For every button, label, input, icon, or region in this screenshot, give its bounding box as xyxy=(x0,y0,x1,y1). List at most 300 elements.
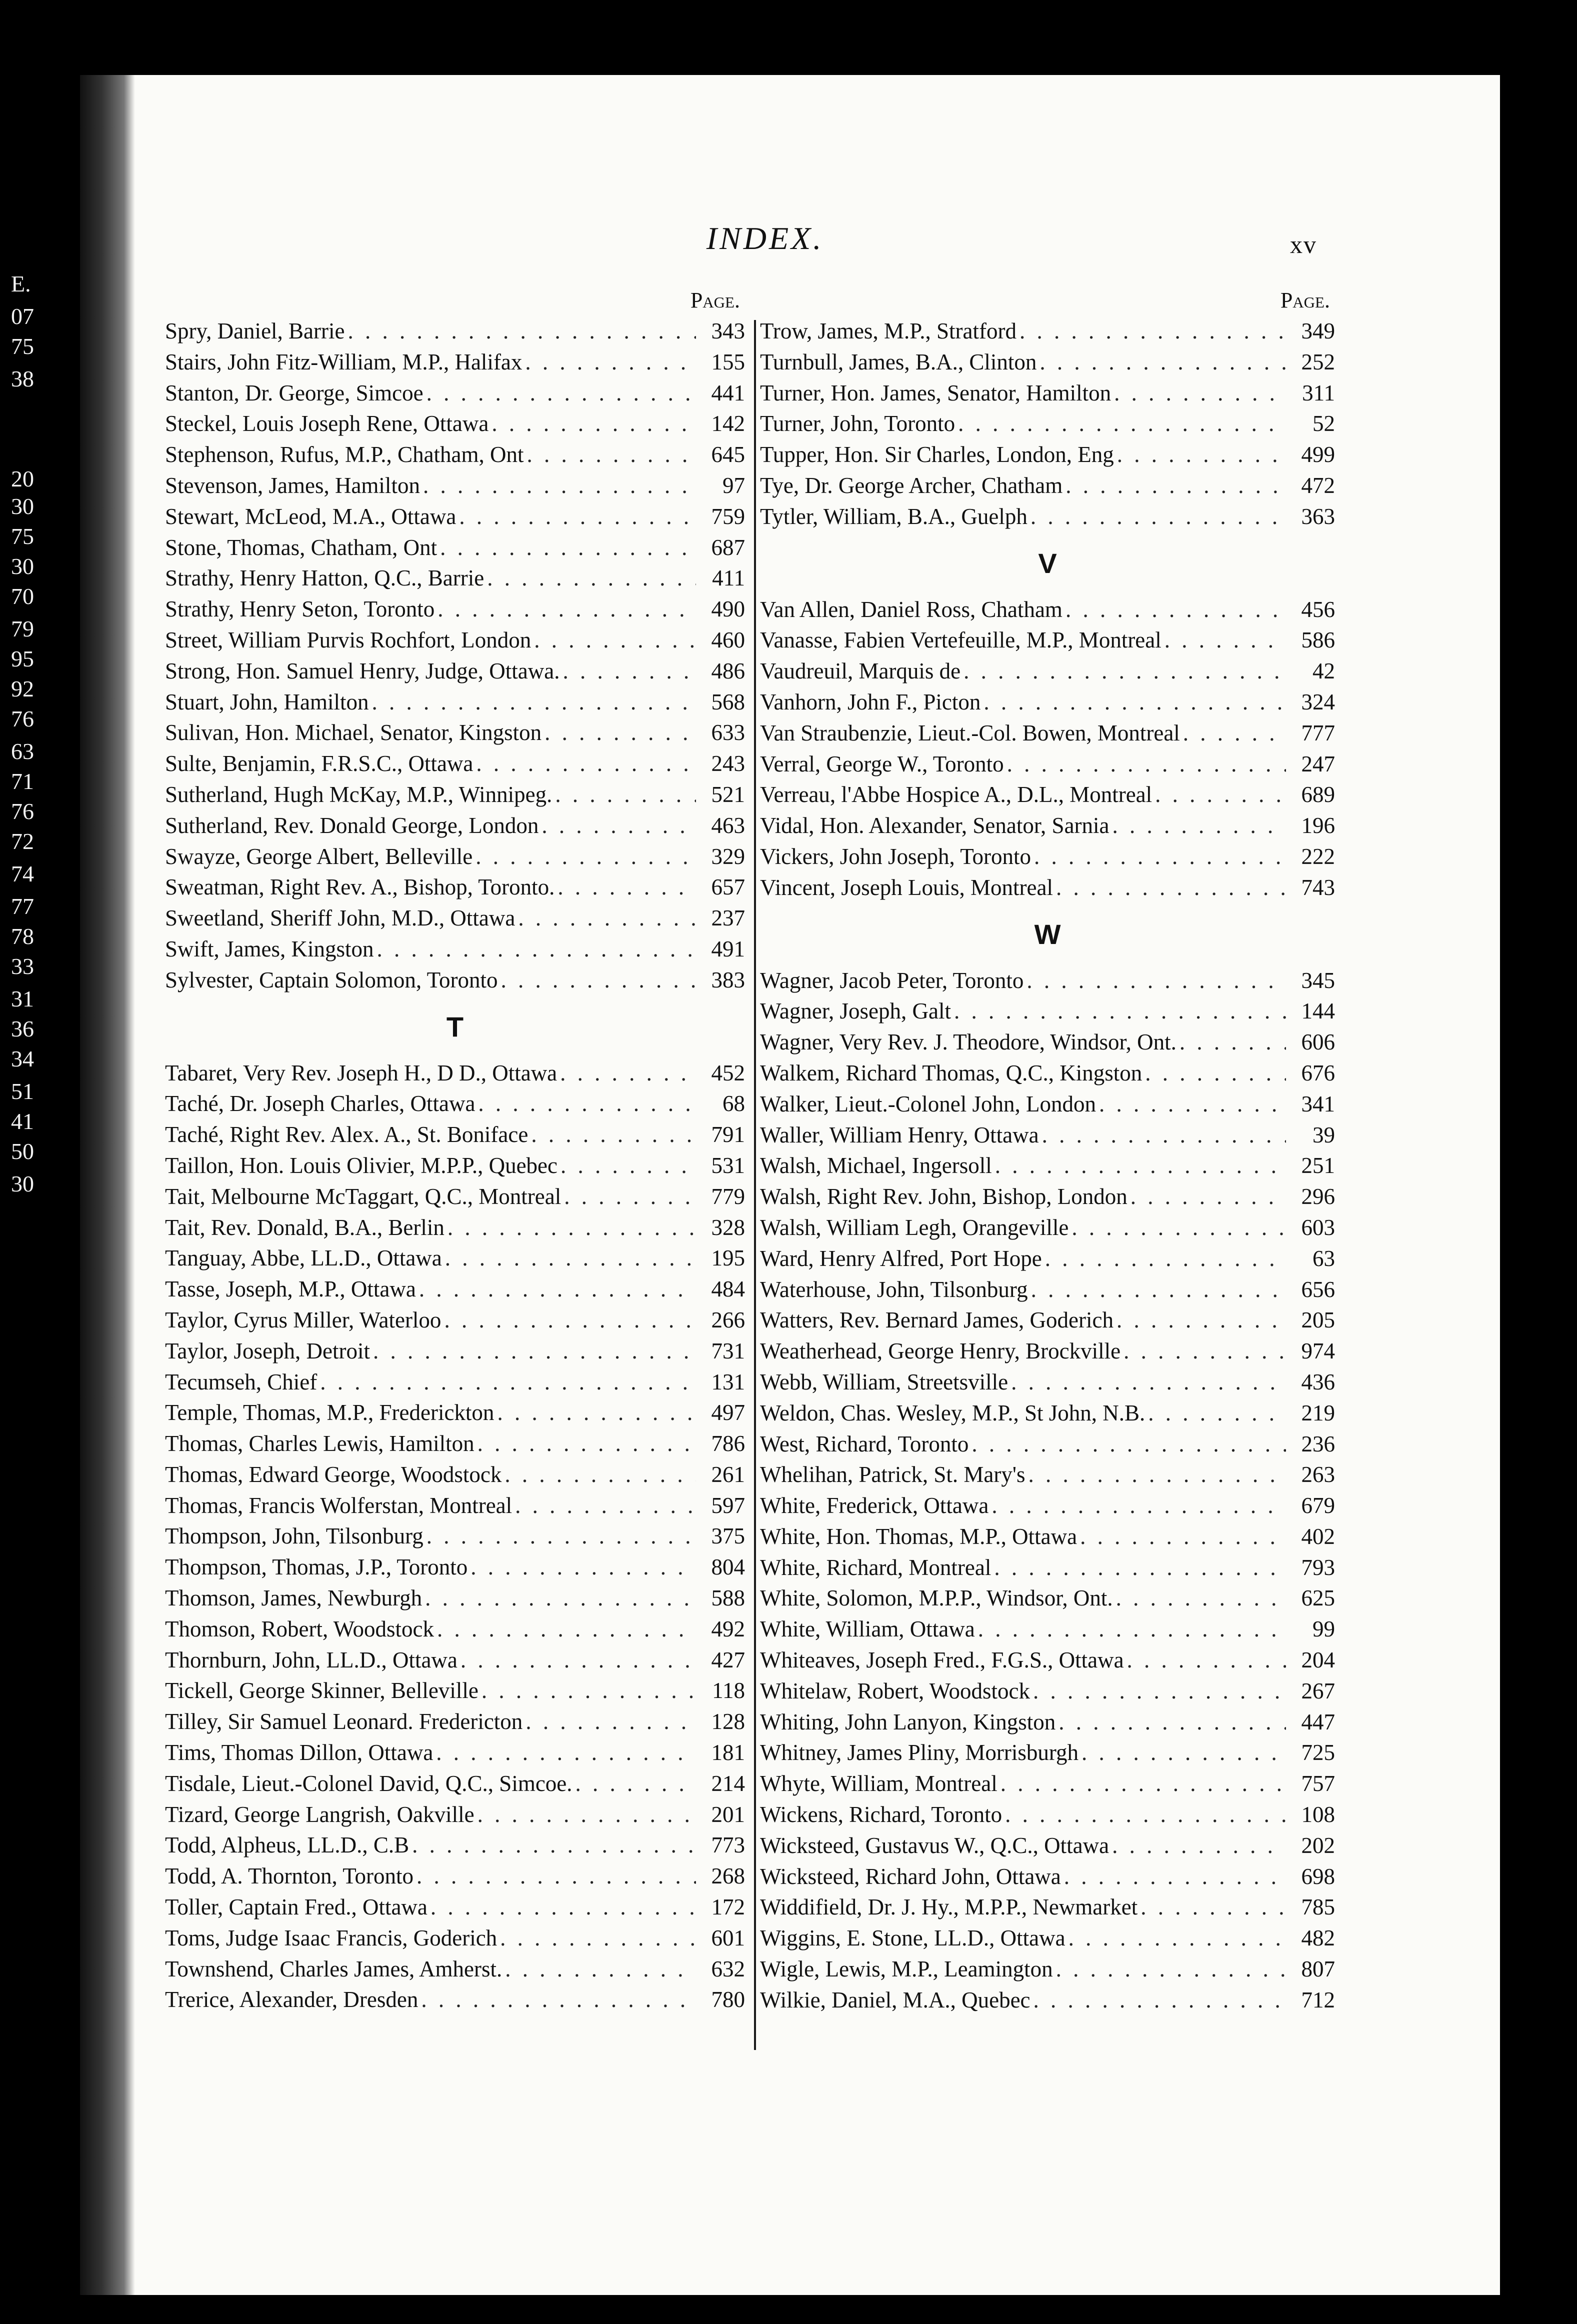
index-entry xyxy=(165,656,745,687)
leader-dots xyxy=(527,440,696,470)
entry-page-number: 603 xyxy=(1301,1214,1335,1240)
entry-name: Whelihan, Patrick, St. Mary's xyxy=(760,1462,1026,1488)
index-entry xyxy=(165,810,745,842)
leader-dots xyxy=(992,1490,1286,1522)
entry-name: White, Richard, Montreal xyxy=(760,1554,992,1580)
entry-page-number: 128 xyxy=(711,1709,745,1734)
leader-dots xyxy=(459,502,696,532)
index-entry xyxy=(165,903,745,934)
margin-fragment: 79 xyxy=(11,616,34,642)
entry-page-number: 777 xyxy=(1301,720,1335,746)
entry-name: Whitney, James Pliny, Morrisburgh xyxy=(760,1740,1079,1766)
entry-page-number: 222 xyxy=(1301,844,1335,869)
entry-page-number: 363 xyxy=(1301,504,1335,529)
entry-page-number: 341 xyxy=(1301,1091,1335,1116)
entry-page-number: 263 xyxy=(1301,1462,1335,1488)
adjacent-page-fragments xyxy=(11,0,80,2324)
entry-page-number: 490 xyxy=(711,596,745,622)
entry-name: Wicksteed, Richard John, Ottawa xyxy=(760,1864,1061,1889)
index-entry xyxy=(760,470,1335,502)
entry-page-number: 807 xyxy=(1301,1956,1335,1982)
leader-dots xyxy=(544,718,696,748)
index-entry xyxy=(760,347,1335,378)
entry-page-number: 251 xyxy=(1301,1153,1335,1178)
entry-name: White, Frederick, Ottawa xyxy=(760,1493,989,1518)
index-entry xyxy=(760,1985,1335,2016)
entry-name: Turnbull, James, B.A., Clinton xyxy=(760,349,1037,374)
leader-dots xyxy=(444,1305,696,1336)
entry-page-number: 118 xyxy=(712,1678,745,1704)
leader-dots xyxy=(1007,749,1286,780)
entry-page-number: 131 xyxy=(711,1369,745,1394)
leader-dots xyxy=(1148,1398,1286,1429)
index-entry xyxy=(760,1490,1335,1522)
entry-name: Steckel, Louis Joseph Rene, Ottawa xyxy=(165,411,489,436)
entry-name: Thompson, John, Tilsonburg xyxy=(165,1524,424,1549)
entry-name: Tanguay, Abbe, LL.D., Ottawa xyxy=(165,1246,442,1271)
index-entry xyxy=(165,625,745,656)
index-entry xyxy=(165,1984,745,2016)
index-entry xyxy=(760,718,1335,749)
entry-groups xyxy=(760,316,1335,2016)
entry-name: Swift, James, Kingston xyxy=(165,936,374,962)
entry-name: Tisdale, Lieut.-Colonel David, Q.C., Simcoe. xyxy=(165,1770,572,1796)
entry-page-number: 633 xyxy=(711,720,745,746)
entry-name: Whyte, William, Montreal xyxy=(760,1771,998,1796)
index-entry xyxy=(760,780,1335,810)
entry-page-number: 436 xyxy=(1301,1369,1335,1394)
leader-dots xyxy=(1066,470,1286,502)
entry-name: Trow, James, M.P., Stratford xyxy=(760,318,1016,344)
margin-fragment: 51 xyxy=(11,1078,34,1104)
entry-page-number: 195 xyxy=(711,1246,745,1271)
index-entry xyxy=(165,1150,745,1182)
entry-name: Ward, Henry Alfred, Port Hope xyxy=(760,1246,1042,1271)
entry-page-number: 296 xyxy=(1301,1184,1335,1210)
entry-page-number: 402 xyxy=(1301,1524,1335,1549)
entry-page-number: 237 xyxy=(711,906,745,931)
index-entry xyxy=(760,1212,1335,1244)
entry-name: Tabaret, Very Rev. Joseph H., D D., Ottawa xyxy=(165,1060,558,1086)
index-entry xyxy=(760,842,1335,872)
entry-name: Walsh, William Legh, Orangeville xyxy=(760,1214,1069,1240)
index-entry xyxy=(165,1243,745,1274)
leader-dots xyxy=(1068,1923,1286,1954)
leader-dots xyxy=(1116,1583,1286,1614)
entry-name: Spry, Daniel, Barrie xyxy=(165,318,345,344)
entry-page-number: 482 xyxy=(1301,1926,1335,1951)
leader-dots xyxy=(1040,347,1286,378)
leader-dots xyxy=(560,1058,696,1089)
section-letter: W xyxy=(1034,918,1061,950)
index-entry xyxy=(165,1830,745,1861)
index-entry xyxy=(165,1706,745,1738)
margin-fragment: 20 xyxy=(11,466,34,492)
entry-page-number: 252 xyxy=(1301,349,1335,374)
entry-page-number: 447 xyxy=(1301,1709,1335,1734)
entry-page-number: 712 xyxy=(1301,1987,1335,2012)
entry-page-number: 328 xyxy=(711,1214,745,1240)
index-entry xyxy=(760,1305,1335,1336)
entry-name: Tytler, William, B.A., Guelph xyxy=(760,504,1028,529)
leader-dots xyxy=(478,1800,696,1830)
margin-fragment: 77 xyxy=(11,894,34,919)
index-entry xyxy=(165,780,745,810)
entry-name: Watters, Rev. Bernard James, Goderich xyxy=(760,1308,1114,1333)
entry-page-number: 499 xyxy=(1301,442,1335,468)
leader-dots xyxy=(1080,1522,1286,1552)
index-entry xyxy=(165,1367,745,1398)
entry-name: Strong, Hon. Samuel Henry, Judge, Ottawa. xyxy=(165,658,560,684)
section-letter: T xyxy=(446,1010,464,1042)
entry-name: Thomson, Robert, Woodstock xyxy=(165,1616,434,1642)
leader-dots xyxy=(412,1830,696,1861)
index-entry xyxy=(760,594,1335,626)
page-title: INDEX. xyxy=(706,220,824,256)
leader-dots xyxy=(978,1614,1286,1645)
page-number: xv xyxy=(1290,230,1317,258)
leader-dots xyxy=(377,934,696,965)
index-entry xyxy=(760,1089,1335,1120)
entry-page-number: 773 xyxy=(711,1832,745,1858)
index-entry xyxy=(760,1336,1335,1367)
index-entry xyxy=(760,1923,1335,1954)
margin-fragment: E. xyxy=(11,271,31,296)
entry-page-number: 214 xyxy=(711,1770,745,1796)
leader-dots xyxy=(1033,1676,1286,1707)
leader-dots xyxy=(1000,1768,1286,1800)
leader-dots xyxy=(478,1088,696,1120)
index-entry xyxy=(760,966,1335,996)
entry-page-number: 463 xyxy=(711,812,745,838)
leader-dots xyxy=(1124,1336,1286,1367)
index-entry xyxy=(165,1800,745,1830)
leader-dots xyxy=(964,656,1286,687)
entry-name: Sylvester, Captain Solomon, Toronto xyxy=(165,967,498,992)
entry-page-number: 267 xyxy=(1301,1678,1335,1704)
entry-name: Tilley, Sir Samuel Leonard. Fredericton xyxy=(165,1709,523,1734)
entry-name: Street, William Purvis Rochfort, London xyxy=(165,627,532,652)
leader-dots xyxy=(1028,1460,1286,1490)
leader-dots xyxy=(482,1676,696,1706)
margin-fragment: 50 xyxy=(11,1138,34,1164)
entry-name: Van Allen, Daniel Ross, Chatham xyxy=(760,596,1062,622)
index-entry xyxy=(760,440,1335,470)
entry-page-number: 568 xyxy=(711,689,745,714)
entry-name: Taylor, Cyrus Miller, Waterloo xyxy=(165,1307,442,1332)
entry-name: Turner, Hon. James, Senator, Hamilton xyxy=(760,380,1112,406)
entry-page-number: 441 xyxy=(711,380,745,406)
entry-page-number: 196 xyxy=(1301,813,1335,838)
leader-dots xyxy=(487,563,696,594)
entry-page-number: 411 xyxy=(712,566,745,591)
entry-page-number: 202 xyxy=(1301,1832,1335,1858)
margin-fragment: 30 xyxy=(11,494,34,519)
entry-name: Townshend, Charles James, Amherst. xyxy=(165,1956,502,1982)
leader-dots xyxy=(562,656,696,687)
entry-name: Tait, Rev. Donald, B.A., Berlin xyxy=(165,1214,444,1240)
entry-page-number: 521 xyxy=(711,782,745,807)
entry-name: Waterhouse, John, Tilsonburg xyxy=(760,1276,1028,1302)
entry-name: Strathy, Henry Seton, Toronto xyxy=(165,596,435,622)
entry-name: Thompson, Thomas, J.P., Toronto xyxy=(165,1554,468,1580)
leader-dots xyxy=(1145,1058,1286,1089)
entry-name: Vanasse, Fabien Vertefeuille, M.P., Montreal xyxy=(760,628,1162,653)
entry-name: Todd, Alpheus, LL.D., C.B xyxy=(165,1832,410,1858)
entry-name: Van Straubenzie, Lieut.-Col. Bowen, Montreal xyxy=(760,720,1180,746)
entry-page-number: 142 xyxy=(711,411,745,436)
leader-dots xyxy=(460,1645,696,1676)
leader-dots xyxy=(1116,1305,1286,1336)
margin-fragment: 36 xyxy=(11,1016,34,1042)
leader-dots xyxy=(426,378,696,409)
entry-page-number: 349 xyxy=(1301,318,1335,344)
entry-page-number: 460 xyxy=(711,627,745,652)
entry-page-number: 731 xyxy=(711,1338,745,1364)
leader-dots xyxy=(564,1182,696,1212)
entry-name: Wicksteed, Gustavus W., Q.C., Ottawa xyxy=(760,1832,1110,1858)
leader-dots xyxy=(1155,780,1286,810)
entry-name: Taché, Right Rev. Alex. A., St. Boniface xyxy=(165,1122,528,1148)
leader-dots xyxy=(1005,1800,1286,1830)
margin-fragment: 07 xyxy=(11,304,34,329)
entry-page-number: 456 xyxy=(1301,596,1335,622)
entry-name: Walker, Lieut.-Colonel John, London xyxy=(760,1091,1096,1116)
index-entry xyxy=(760,1274,1335,1306)
entry-name: Taillon, Hon. Louis Olivier, M.P.P., Quebec xyxy=(165,1152,558,1178)
leader-dots xyxy=(372,687,696,718)
index-entry xyxy=(165,1336,745,1367)
index-entry xyxy=(165,872,745,903)
margin-fragment: 71 xyxy=(11,768,34,794)
entry-name: Weatherhead, George Henry, Brockville xyxy=(760,1338,1121,1364)
entry-page-number: 427 xyxy=(711,1647,745,1672)
index-entry xyxy=(760,1954,1335,1985)
index-entry xyxy=(165,1614,745,1645)
page-binding-shadow xyxy=(80,75,135,2295)
entry-name: White, Solomon, M.P.P., Windsor, Ont. xyxy=(760,1586,1113,1611)
index-entry xyxy=(165,1521,745,1552)
margin-fragment: 41 xyxy=(11,1108,34,1134)
index-entry xyxy=(760,1522,1335,1552)
entry-name: Walsh, Right Rev. John, Bishop, London xyxy=(760,1184,1128,1210)
entry-page-number: 484 xyxy=(711,1276,745,1302)
entry-page-number: 757 xyxy=(1301,1771,1335,1796)
leader-dots xyxy=(505,1954,696,1985)
margin-fragment: 74 xyxy=(11,861,34,886)
leader-dots xyxy=(504,1460,696,1490)
leader-dots xyxy=(1112,1830,1286,1862)
index-column-left xyxy=(165,285,745,2016)
index-entry xyxy=(760,1244,1335,1274)
index-entry xyxy=(165,1120,745,1150)
entry-page-number: 52 xyxy=(1312,411,1335,436)
index-entry xyxy=(760,1738,1335,1768)
entry-name: Widdifield, Dr. J. Hy., M.P.P., Newmarket xyxy=(760,1894,1138,1920)
index-entry xyxy=(165,1274,745,1305)
leader-dots xyxy=(1042,1120,1286,1151)
index-entry xyxy=(165,1861,745,1892)
entry-name: Tait, Melbourne McTaggart, Q.C., Montreal xyxy=(165,1184,562,1209)
index-entry xyxy=(165,842,745,872)
index-entry xyxy=(165,1768,745,1800)
entry-name: White, Hon. Thomas, M.P., Ottawa xyxy=(760,1524,1078,1549)
leader-dots xyxy=(430,1892,696,1923)
entry-name: Stone, Thomas, Chatham, Ont xyxy=(165,534,438,560)
leader-dots xyxy=(984,687,1286,718)
entry-name: Vanhorn, John F., Picton xyxy=(760,689,981,714)
entry-name: Thomas, Edward George, Woodstock xyxy=(165,1462,502,1487)
entry-page-number: 743 xyxy=(1301,874,1335,900)
index-entry xyxy=(760,1120,1335,1151)
index-entry xyxy=(165,687,745,718)
margin-fragment: 92 xyxy=(11,676,34,702)
leader-dots xyxy=(476,842,696,872)
leader-dots xyxy=(421,1984,696,2016)
entry-page-number: 247 xyxy=(1301,751,1335,776)
index-entry xyxy=(760,1398,1335,1429)
index-entry xyxy=(165,1552,745,1583)
index-entry xyxy=(760,872,1335,904)
index-entry xyxy=(165,594,745,625)
section-letter: V xyxy=(1038,547,1057,579)
margin-fragment: 78 xyxy=(11,924,34,949)
leader-dots xyxy=(470,1552,696,1583)
margin-fragment: 76 xyxy=(11,706,34,732)
leader-dots xyxy=(416,1861,696,1892)
leader-dots xyxy=(1030,502,1286,532)
entry-name: Swayze, George Albert, Belleville xyxy=(165,844,473,869)
entry-page-number: 311 xyxy=(1302,380,1335,406)
entry-name: Whiteaves, Joseph Fred., F.G.S., Ottawa xyxy=(760,1648,1124,1673)
entry-page-number: 99 xyxy=(1312,1616,1335,1642)
entry-name: West, Richard, Toronto xyxy=(760,1431,969,1456)
entry-page-number: 205 xyxy=(1301,1308,1335,1333)
leader-dots xyxy=(320,1367,696,1398)
entry-page-number: 780 xyxy=(711,1987,745,2012)
index-entry xyxy=(760,687,1335,718)
leader-dots xyxy=(994,1552,1286,1584)
index-entry xyxy=(760,1429,1335,1460)
index-entry xyxy=(760,1645,1335,1676)
entry-page-number: 974 xyxy=(1301,1338,1335,1364)
entry-name: Taylor, Joseph, Detroit xyxy=(165,1338,370,1364)
leader-dots xyxy=(423,470,696,502)
entry-name: Verreau, l'Abbe Hospice A., D.L., Montreal xyxy=(760,782,1152,808)
entry-page-number: 268 xyxy=(711,1864,745,1889)
index-entry xyxy=(165,1428,745,1460)
index-entry xyxy=(165,316,745,347)
entry-page-number: 383 xyxy=(711,967,745,992)
entry-name: Vaudreuil, Marquis de xyxy=(760,658,961,684)
leader-dots xyxy=(1011,1367,1286,1398)
entry-name: Tickell, George Skinner, Belleville xyxy=(165,1678,478,1704)
leader-dots xyxy=(497,1398,696,1428)
index-entry xyxy=(165,1212,745,1244)
index-entry xyxy=(165,563,745,594)
entry-name: Stephenson, Rufus, M.P., Chatham, Ont xyxy=(165,442,524,468)
column-divider xyxy=(754,320,756,2050)
leader-dots xyxy=(1026,966,1286,996)
leader-dots xyxy=(1140,1892,1286,1923)
entry-page-number: 144 xyxy=(1301,998,1335,1024)
entry-name: Tye, Dr. George Archer, Chatham xyxy=(760,472,1063,498)
entry-page-number: 219 xyxy=(1301,1400,1335,1426)
entry-name: Webb, William, Streetsville xyxy=(760,1369,1008,1394)
leader-dots xyxy=(576,1768,696,1800)
entry-name: Sweetland, Sheriff John, M.D., Ottawa xyxy=(165,906,516,931)
index-entry xyxy=(760,1862,1335,1892)
entry-page-number: 472 xyxy=(1301,472,1335,498)
entry-page-number: 586 xyxy=(1301,628,1335,653)
entry-name: Toms, Judge Isaac Francis, Goderich xyxy=(165,1925,498,1950)
index-entry xyxy=(760,502,1335,532)
leader-dots xyxy=(1034,1985,1286,2016)
margin-fragment: 76 xyxy=(11,798,34,824)
entry-page-number: 172 xyxy=(711,1894,745,1920)
entry-page-number: 785 xyxy=(1301,1894,1335,1920)
entry-name: Whiting, John Lanyon, Kingston xyxy=(760,1709,1056,1734)
index-entry xyxy=(165,1738,745,1768)
index-entry xyxy=(165,1058,745,1089)
entry-page-number: 236 xyxy=(1301,1431,1335,1456)
leader-dots xyxy=(1058,1707,1286,1738)
leader-dots xyxy=(348,316,696,347)
entry-page-number: 201 xyxy=(711,1802,745,1827)
entry-page-number: 261 xyxy=(711,1462,745,1487)
leader-dots xyxy=(1056,872,1286,904)
index-entry xyxy=(165,1676,745,1706)
index-entry xyxy=(760,408,1335,440)
leader-dots xyxy=(534,625,696,656)
entry-page-number: 791 xyxy=(711,1122,745,1148)
entry-page-number: 343 xyxy=(711,318,745,344)
index-entry xyxy=(760,1892,1335,1923)
margin-fragment: 34 xyxy=(11,1046,34,1072)
entry-groups xyxy=(165,316,745,2016)
entry-name: Thornburn, John, LL.D., Ottawa xyxy=(165,1647,458,1672)
entry-page-number: 657 xyxy=(711,874,745,900)
index-entry xyxy=(165,378,745,409)
index-entry xyxy=(165,718,745,748)
leader-dots xyxy=(1034,842,1286,872)
entry-page-number: 759 xyxy=(711,504,745,529)
entry-page-number: 679 xyxy=(1301,1493,1335,1518)
margin-fragment: 63 xyxy=(11,738,34,764)
leader-dots xyxy=(526,1706,696,1738)
entry-name: Sulivan, Hon. Michael, Senator, Kingston xyxy=(165,720,542,746)
index-entry xyxy=(760,1676,1335,1707)
entry-page-number: 645 xyxy=(711,442,745,468)
index-entry xyxy=(165,1088,745,1120)
entry-page-number: 492 xyxy=(711,1616,745,1642)
leader-dots xyxy=(445,1243,696,1274)
entry-name: Tecumseh, Chief xyxy=(165,1369,318,1394)
leader-dots xyxy=(448,1212,696,1244)
entry-name: Vidal, Hon. Alexander, Senator, Sarnia xyxy=(760,813,1110,838)
leader-dots xyxy=(958,408,1286,440)
index-entry xyxy=(760,810,1335,842)
entry-page-number: 97 xyxy=(722,472,745,498)
leader-dots xyxy=(1112,810,1286,842)
index-entry xyxy=(760,996,1335,1027)
index-entry xyxy=(165,1305,745,1336)
index-entry xyxy=(165,1923,745,1954)
entry-name: White, William, Ottawa xyxy=(760,1616,975,1642)
index-entry xyxy=(760,1768,1335,1800)
index-entry xyxy=(760,1800,1335,1830)
entry-name: Weldon, Chas. Wesley, M.P., St John, N.B. xyxy=(760,1400,1146,1426)
